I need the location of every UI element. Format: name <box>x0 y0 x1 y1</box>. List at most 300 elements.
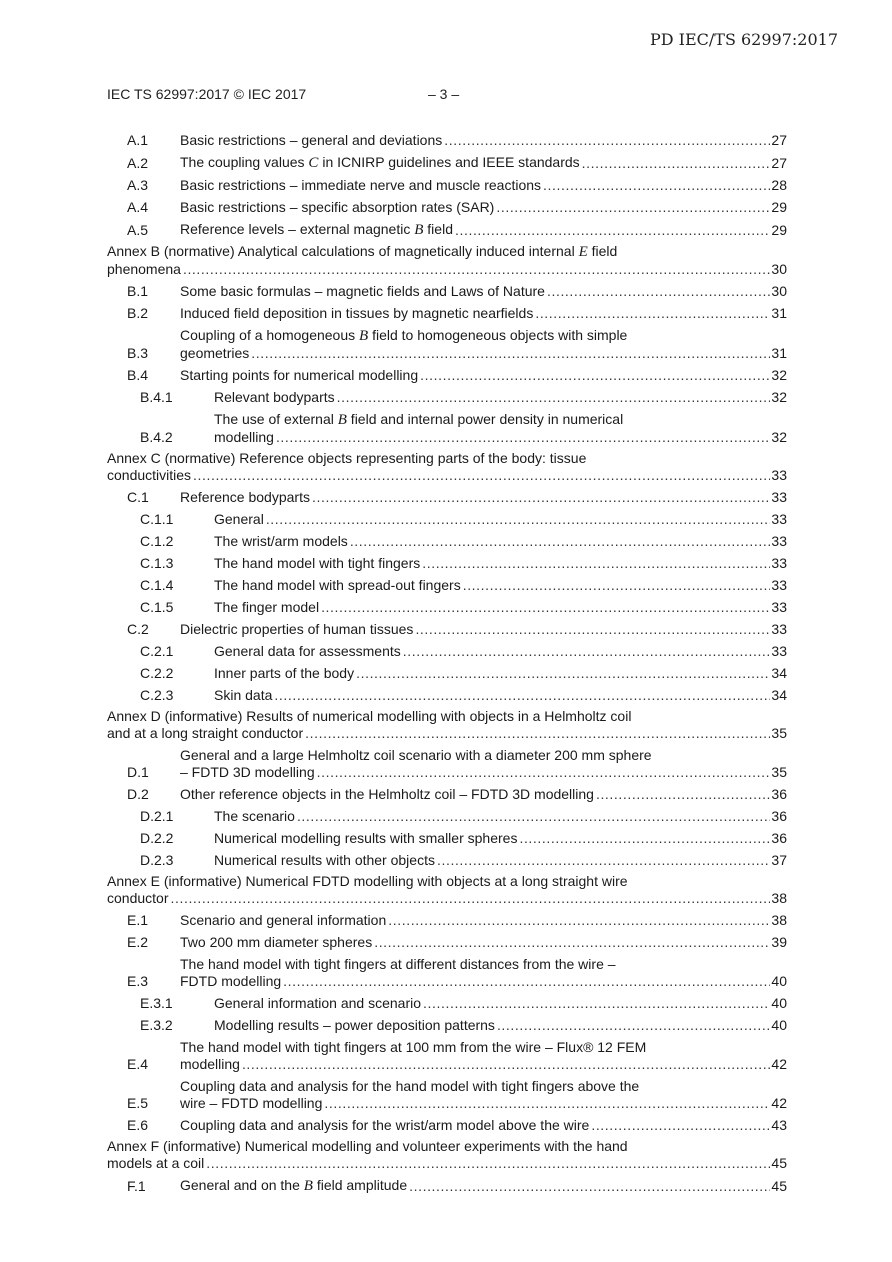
dot-leader <box>283 973 770 990</box>
dot-leader <box>170 890 770 907</box>
page-ref[interactable]: 34 <box>771 665 787 681</box>
page-ref[interactable]: 33 <box>771 621 787 637</box>
entry-title-line <box>180 1177 787 1195</box>
page-ref[interactable]: 37 <box>771 852 787 868</box>
toc-entry[interactable] <box>107 747 787 781</box>
entry-title-line <box>180 747 787 764</box>
entry-title-line <box>214 599 787 616</box>
toc-entry[interactable] <box>107 367 787 384</box>
page-ref[interactable]: 42 <box>771 1095 787 1111</box>
entry-title: Some basic formulas – magnetic fields and Laws of Nature <box>180 283 545 299</box>
entry-number: E.3.2 <box>140 1017 173 1033</box>
page-ref[interactable]: 32 <box>771 429 787 445</box>
entry-title-line <box>214 511 787 528</box>
entry-title-line <box>180 305 787 322</box>
entry-title-line <box>180 132 787 149</box>
entry-number: D.2 <box>127 786 149 802</box>
math-symbol: B <box>414 222 424 238</box>
toc-entry[interactable] <box>107 221 787 239</box>
dot-leader <box>274 687 770 704</box>
entry-title: Relevant bodyparts <box>214 389 335 405</box>
page-ref[interactable]: 45 <box>771 1155 787 1171</box>
entry-text: Annex B (normative) Analytical calculations of magnetically induced internal <box>107 243 579 259</box>
entry-text: Coupling of a homogeneous <box>180 327 360 343</box>
dot-leader <box>317 764 771 781</box>
entry-body <box>180 154 787 172</box>
entry-body <box>214 555 787 572</box>
entry-body <box>180 912 787 929</box>
entry-number: E.2 <box>127 934 149 950</box>
page-ref[interactable]: 33 <box>771 577 787 593</box>
toc-entry[interactable] <box>107 1177 787 1195</box>
toc-entry[interactable] <box>107 577 787 594</box>
toc-entry[interactable] <box>107 389 787 406</box>
entry-title-line <box>107 243 787 261</box>
dot-leader <box>312 489 770 506</box>
dot-leader <box>463 577 771 594</box>
entry-title-line <box>107 467 787 484</box>
entry-title-line <box>180 177 787 194</box>
math-symbol: E <box>578 244 588 260</box>
dot-leader <box>409 1178 770 1195</box>
page-ref[interactable]: 31 <box>771 345 787 361</box>
toc-entry[interactable] <box>107 934 787 951</box>
entry-number: C.1.1 <box>140 511 174 527</box>
page-ref[interactable]: 38 <box>771 890 787 906</box>
entry-number: B.4.2 <box>140 429 173 445</box>
dot-leader <box>374 934 770 951</box>
entry-body <box>214 389 787 406</box>
math-symbol: B <box>303 1178 313 1194</box>
entry-title <box>180 154 580 172</box>
entry-body <box>180 1039 787 1073</box>
toc-entry[interactable] <box>107 132 787 149</box>
page-number: – 3 – <box>428 86 460 102</box>
toc-entry[interactable] <box>107 199 787 216</box>
dot-leader <box>403 643 771 660</box>
toc-entry[interactable] <box>107 511 787 528</box>
entry-body <box>214 852 787 869</box>
toc-entry[interactable] <box>107 177 787 194</box>
toc-annex-entry[interactable] <box>107 450 787 484</box>
entry-title: Basic restrictions – immediate nerve and muscle reactions <box>180 177 542 193</box>
entry-title: Inner parts of the body <box>214 665 355 681</box>
document-id-header: PD IEC/TS 62997:2017 <box>649 30 838 49</box>
page-ref[interactable]: 38 <box>771 912 787 928</box>
toc-entry[interactable] <box>107 665 787 682</box>
entry-title-line <box>214 429 787 446</box>
entry-text: in ICNIRP guidelines and IEEE standards <box>318 154 580 170</box>
entry-number: D.2.2 <box>140 830 174 846</box>
page-ref[interactable]: 33 <box>771 467 787 483</box>
page-ref[interactable]: 32 <box>771 389 787 405</box>
page-ref[interactable]: 40 <box>771 1017 787 1033</box>
dot-leader <box>324 1095 770 1112</box>
entry-title-line <box>107 1155 787 1172</box>
entry-body <box>214 533 787 550</box>
toc-entry[interactable] <box>107 830 787 847</box>
entry-text: Annex D (informative) Results of numerical modelling with objects in a Helmholtz coil <box>107 708 632 724</box>
entry-title-line <box>180 764 787 781</box>
toc-entry[interactable] <box>107 1078 787 1112</box>
entry-title: General <box>214 511 264 527</box>
dot-leader <box>582 155 771 172</box>
toc-annex-entry[interactable] <box>107 708 787 742</box>
toc-annex-entry[interactable] <box>107 873 787 907</box>
entry-body <box>214 599 787 616</box>
page-ref[interactable]: 30 <box>771 283 787 299</box>
dot-leader <box>242 1056 770 1073</box>
entry-title-line <box>107 890 787 907</box>
entry-title-line <box>214 389 787 406</box>
dot-leader <box>437 852 770 869</box>
entry-title-line <box>214 808 787 825</box>
entry-title-line <box>180 489 787 506</box>
entry-title-line <box>107 873 787 890</box>
dot-leader <box>496 199 770 216</box>
page-ref[interactable]: 36 <box>771 786 787 802</box>
entry-body <box>180 327 787 362</box>
page-ref[interactable]: 39 <box>771 934 787 950</box>
page-ref[interactable]: 32 <box>771 367 787 383</box>
entry-body <box>214 995 787 1012</box>
entry-title: conductivities <box>107 467 192 483</box>
entry-number: E.4 <box>127 1056 149 1072</box>
toc-entry[interactable] <box>107 305 787 322</box>
entry-title: Modelling results – power deposition patterns <box>214 1017 495 1033</box>
entry-title: and at a long straight conductor <box>107 725 304 741</box>
entry-title: models at a coil <box>107 1155 205 1171</box>
entry-number: E.3 <box>127 973 149 989</box>
toc-entry[interactable] <box>107 786 787 803</box>
entry-body <box>214 1017 787 1034</box>
entry-body <box>180 367 787 384</box>
entry-number: A.5 <box>127 222 149 238</box>
entry-title-line <box>214 1017 787 1034</box>
page-ref[interactable]: 31 <box>771 305 787 321</box>
entry-title: Basic restrictions – specific absorption rates (SAR) <box>180 199 495 215</box>
entry-text: Annex F (informative) Numerical modelling and volunteer experiments with the hand <box>107 1138 628 1154</box>
page-ref[interactable]: 36 <box>771 808 787 824</box>
dot-leader <box>497 1017 770 1034</box>
toc-entry[interactable] <box>107 956 787 990</box>
entry-number: C.2 <box>127 621 149 637</box>
entry-title: geometries <box>180 345 250 361</box>
entry-text: Annex C (normative) Reference objects representing parts of the body: tissue <box>107 450 587 466</box>
entry-title-line <box>180 973 787 990</box>
page-ref[interactable]: 27 <box>771 155 787 171</box>
entry-title: Dielectric properties of human tissues <box>180 621 414 637</box>
page-ref[interactable]: 28 <box>771 177 787 193</box>
entry-body <box>180 621 787 638</box>
entry-body <box>214 643 787 660</box>
entry-title-line <box>180 621 787 638</box>
entry-number: B.2 <box>127 305 149 321</box>
entry-title-line <box>107 1138 787 1155</box>
entry-number: C.2.1 <box>140 643 174 659</box>
entry-title-line <box>214 830 787 847</box>
math-symbol: C <box>308 155 319 171</box>
entry-title-line <box>180 199 787 216</box>
entry-title: phenomena <box>107 261 181 277</box>
toc-annex-entry[interactable] <box>107 1138 787 1172</box>
entry-body <box>180 1078 787 1112</box>
entry-title-line <box>214 643 787 660</box>
dot-leader <box>422 555 770 572</box>
dot-leader <box>543 177 770 194</box>
dot-leader <box>305 725 770 742</box>
entry-text: field and internal power density in numerical <box>346 411 624 427</box>
entry-number: D.1 <box>127 764 149 780</box>
toc-entry[interactable] <box>107 533 787 550</box>
entry-body <box>180 747 787 781</box>
entry-number: F.1 <box>127 1178 146 1194</box>
page-ref[interactable]: 42 <box>771 1056 787 1072</box>
entry-number: B.1 <box>127 283 149 299</box>
entry-number: C.2.3 <box>140 687 174 703</box>
entry-title-line <box>214 411 787 429</box>
entry-title-line <box>180 912 787 929</box>
entry-title-line <box>214 687 787 704</box>
toc-entry[interactable] <box>107 283 787 300</box>
page-ref[interactable]: 33 <box>771 489 787 505</box>
entry-text: General and on the <box>180 1177 304 1193</box>
page-ref[interactable]: 33 <box>771 555 787 571</box>
page-ref[interactable]: 33 <box>771 533 787 549</box>
entry-body <box>180 132 787 149</box>
dot-leader <box>423 995 770 1012</box>
page-ref[interactable]: 30 <box>771 261 787 277</box>
page-ref[interactable]: 33 <box>771 511 787 527</box>
entry-body <box>180 1117 787 1134</box>
page-ref[interactable]: 35 <box>771 764 787 780</box>
entry-number: B.4 <box>127 367 149 383</box>
dot-leader <box>596 786 770 803</box>
toc-entry[interactable] <box>107 555 787 572</box>
page-ref[interactable]: 29 <box>771 199 787 215</box>
entry-title: The hand model with spread-out fingers <box>214 577 461 593</box>
entry-title <box>180 221 453 239</box>
entry-text: The coupling values <box>180 154 309 170</box>
entry-body <box>107 708 787 742</box>
page-ref[interactable]: 35 <box>771 725 787 741</box>
entry-title: Numerical results with other objects <box>214 852 435 868</box>
toc-entry[interactable] <box>107 808 787 825</box>
entry-title: The scenario <box>214 808 295 824</box>
toc-entry[interactable] <box>107 621 787 638</box>
entry-title: Skin data <box>214 687 273 703</box>
entry-body <box>180 489 787 506</box>
entry-title-line <box>107 261 787 278</box>
dot-leader <box>183 261 770 278</box>
entry-text: General and a large Helmholtz coil scenario with a diameter 200 mm sphere <box>180 747 652 763</box>
entry-title-line <box>180 283 787 300</box>
entry-title-line <box>107 450 787 467</box>
entry-title: Scenario and general information <box>180 912 387 928</box>
toc-entry[interactable] <box>107 489 787 506</box>
entry-title: – FDTD 3D modelling <box>180 764 315 780</box>
entry-title-line <box>180 934 787 951</box>
table-of-contents <box>107 127 787 1195</box>
dot-leader <box>444 132 770 149</box>
page-ref[interactable]: 40 <box>771 995 787 1011</box>
math-symbol: B <box>359 328 369 344</box>
page-ref[interactable]: 43 <box>771 1117 787 1133</box>
entry-title <box>180 1177 407 1195</box>
entry-text: Reference levels – external magnetic <box>180 221 415 237</box>
entry-body <box>214 511 787 528</box>
entry-number: B.3 <box>127 345 149 361</box>
entry-title-line <box>107 725 787 742</box>
entry-title-line <box>214 995 787 1012</box>
entry-body <box>214 665 787 682</box>
standard-copyright: IEC TS 62997:2017 © IEC 2017 <box>107 86 307 102</box>
entry-title-line <box>180 154 787 172</box>
dot-leader <box>388 912 770 929</box>
entry-title: Induced field deposition in tissues by magnetic nearfields <box>180 305 534 321</box>
entry-number: C.1 <box>127 489 149 505</box>
dot-leader <box>591 1117 770 1134</box>
entry-title-line <box>180 345 787 362</box>
toc-entry[interactable] <box>107 154 787 172</box>
entry-body <box>214 577 787 594</box>
entry-number: E.6 <box>127 1117 149 1133</box>
toc-entry[interactable] <box>107 1117 787 1134</box>
entry-title: General data for assessments <box>214 643 401 659</box>
entry-title: Other reference objects in the Helmholtz coil – FDTD 3D modelling <box>180 786 594 802</box>
toc-entry[interactable] <box>107 1039 787 1073</box>
toc-entry[interactable] <box>107 643 787 660</box>
entry-title: Basic restrictions – general and deviations <box>180 132 443 148</box>
entry-title: wire – FDTD modelling <box>180 1095 323 1111</box>
page-ref[interactable]: 33 <box>771 643 787 659</box>
entry-body <box>180 199 787 216</box>
entry-text: Annex E (informative) Numerical FDTD modelling with objects at a long straight wire <box>107 873 628 889</box>
toc-annex-entry[interactable] <box>107 243 787 278</box>
toc-entry[interactable] <box>107 995 787 1012</box>
entry-body <box>180 786 787 803</box>
entry-title-line <box>180 327 787 345</box>
page-ref[interactable]: 34 <box>771 687 787 703</box>
entry-title-line <box>180 1095 787 1112</box>
dot-leader <box>350 533 771 550</box>
entry-number: A.2 <box>127 155 149 171</box>
page-ref[interactable]: 40 <box>771 973 787 989</box>
entry-body <box>107 873 787 907</box>
entry-body <box>180 305 787 322</box>
entry-title-line <box>107 708 787 725</box>
entry-text: field <box>587 243 618 259</box>
entry-body <box>107 450 787 484</box>
entry-number: E.1 <box>127 912 149 928</box>
entry-title-line <box>214 577 787 594</box>
entry-title-line <box>180 1056 787 1073</box>
entry-number: C.1.5 <box>140 599 174 615</box>
entry-text: Coupling data and analysis for the hand model with tight fingers above the <box>180 1078 640 1094</box>
page-ref[interactable]: 33 <box>771 599 787 615</box>
entry-title-line <box>214 665 787 682</box>
entry-number: C.1.2 <box>140 533 174 549</box>
toc-entry[interactable] <box>107 411 787 446</box>
entry-title: Two 200 mm diameter spheres <box>180 934 373 950</box>
entry-title: General information and scenario <box>214 995 422 1011</box>
math-symbol: B <box>337 412 347 428</box>
entry-body <box>214 687 787 704</box>
entry-number: C.1.4 <box>140 577 174 593</box>
dot-leader <box>193 467 770 484</box>
page-ref[interactable]: 29 <box>771 222 787 238</box>
entry-text: field <box>423 221 453 237</box>
entry-title: The wrist/arm models <box>214 533 348 549</box>
entry-text: The use of external <box>214 411 338 427</box>
entry-text: field amplitude <box>312 1177 408 1193</box>
dot-leader <box>455 222 770 239</box>
entry-title-line <box>180 367 787 384</box>
entry-number: E.3.1 <box>140 995 173 1011</box>
entry-number: B.4.1 <box>140 389 173 405</box>
entry-title: The finger model <box>214 599 320 615</box>
dot-leader <box>415 621 770 638</box>
page-ref[interactable]: 45 <box>771 1178 787 1194</box>
dot-leader <box>535 305 770 322</box>
entry-body <box>180 283 787 300</box>
entry-title: modelling <box>214 429 274 445</box>
entry-title: The hand model with tight fingers <box>214 555 421 571</box>
page-ref[interactable]: 27 <box>771 132 787 148</box>
entry-number: C.1.3 <box>140 555 174 571</box>
entry-number: D.2.3 <box>140 852 174 868</box>
toc-entry[interactable] <box>107 327 787 362</box>
dot-leader <box>547 283 770 300</box>
toc-entry[interactable] <box>107 852 787 869</box>
entry-body <box>180 221 787 239</box>
toc-entry[interactable] <box>107 912 787 929</box>
dot-leader <box>356 665 770 682</box>
page-ref[interactable]: 36 <box>771 830 787 846</box>
entry-number: A.1 <box>127 132 149 148</box>
dot-leader <box>206 1155 770 1172</box>
entry-body <box>107 1138 787 1172</box>
page-header <box>107 86 460 102</box>
dot-leader <box>266 511 771 528</box>
entry-title-line <box>180 1078 787 1095</box>
entry-text: The hand model with tight fingers at 100 mm from the wire – Flux® 12 FEM <box>180 1039 647 1055</box>
toc-entry[interactable] <box>107 687 787 704</box>
entry-body <box>180 934 787 951</box>
entry-title-line <box>180 221 787 239</box>
entry-text: field to homogeneous objects with simple <box>368 327 628 343</box>
dot-leader <box>251 345 770 362</box>
dot-leader <box>297 808 770 825</box>
entry-number: D.2.1 <box>140 808 174 824</box>
dot-leader <box>276 429 770 446</box>
entry-title-line <box>214 555 787 572</box>
entry-title: FDTD modelling <box>180 973 282 989</box>
toc-entry[interactable] <box>107 1017 787 1034</box>
entry-title: modelling <box>180 1056 240 1072</box>
entry-body <box>107 243 787 278</box>
toc-entry[interactable] <box>107 599 787 616</box>
entry-number: C.2.2 <box>140 665 174 681</box>
entry-body <box>180 177 787 194</box>
entry-title: Starting points for numerical modelling <box>180 367 419 383</box>
entry-title-line <box>214 852 787 869</box>
entry-text: The hand model with tight fingers at different distances from the wire – <box>180 956 616 972</box>
entry-title-line <box>180 786 787 803</box>
entry-title: Reference bodyparts <box>180 489 310 505</box>
entry-title: conductor <box>107 890 169 906</box>
entry-title: Coupling data and analysis for the wrist/arm model above the wire <box>180 1117 590 1133</box>
